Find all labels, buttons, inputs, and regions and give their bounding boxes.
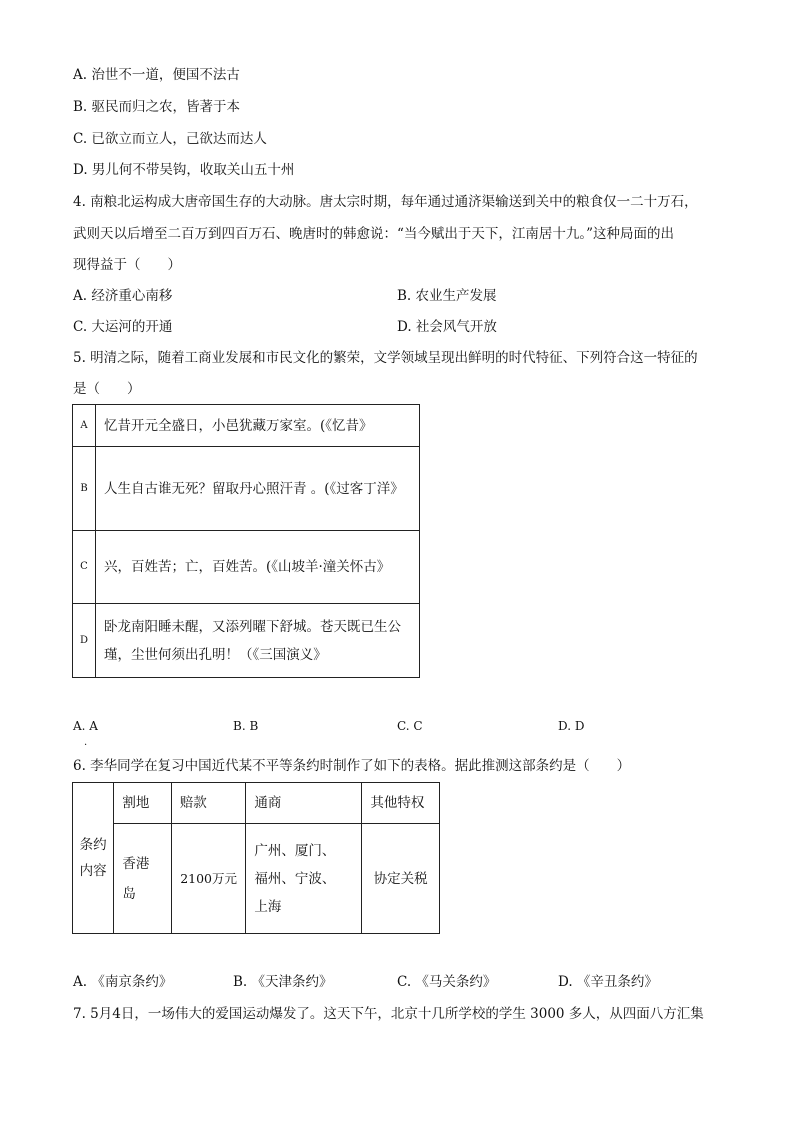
q3-option-d: D. 男儿何不带吴钩，收取关山五十州 [73, 162, 295, 178]
q5-row-text: 兴，百姓苦；亡，百姓苦。(《山坡羊·潼关怀古》 [96, 531, 420, 604]
q6-stem: 6. 李华同学在复习中国近代某不平等条约时制作了如下的表格。据此推测这部条约是（ ） [73, 758, 631, 774]
q6-option-a: A. 《南京条约》 [73, 974, 173, 990]
q5-option-d: D. D [558, 719, 585, 733]
q6-cell-indemnity: 2100万元 [171, 824, 246, 934]
q7-stem-line1: 7. 5月4日，一场伟大的爱国运动爆发了。这天下午，北京十几所学校的学生 3000 多人，从四面八方汇集 [73, 1006, 704, 1022]
q6-header-cell: 其他特权 [362, 783, 440, 824]
q3-option-c: C. 已欲立而立人，己欲达而达人 [73, 131, 267, 147]
q6-content-row [73, 824, 440, 934]
q5-table-row [73, 447, 420, 531]
q5-row-label: B [73, 447, 96, 531]
q5-table [72, 404, 420, 678]
q6-option-c: C. 《马关条约》 [397, 974, 497, 990]
q5-table-row [73, 405, 420, 447]
q4-option-a: A. 经济重心南移 [73, 288, 173, 304]
q5-row-text: 忆昔开元全盛日，小邑犹藏万家室。(《忆昔》 [96, 405, 420, 447]
q4-option-d: D. 社会风气开放 [397, 319, 497, 335]
q5-row-text: 人生自古谁无死？留取丹心照汗青 。(《过客丁洋》 [96, 447, 420, 531]
q6-header-cell: 通商 [246, 783, 362, 824]
q6-cell-trade-ports: 广州、厦门、福州、宁波、上海 [246, 824, 362, 934]
q5-table-row [73, 604, 420, 678]
q6-header-cell: 割地 [114, 783, 171, 824]
q6-option-b: B. 《天津条约》 [233, 974, 333, 990]
q5-table-row [73, 531, 420, 604]
q4-stem-line1: 4. 南粮北运构成大唐帝国生存的大动脉。唐太宗时期，每年通过通济渠输送到关中的粮食仅一二十万石， [73, 194, 698, 210]
q6-header-cell: 赔款 [171, 783, 246, 824]
q5-row-label: A [73, 405, 96, 447]
q6-header-row [73, 783, 440, 824]
q4-option-c: C. 大运河的开通 [73, 319, 173, 335]
q5-stem-line1: 5. 明清之际，随着工商业发展和市民文化的繁荣，文学领域呈现出鲜明的时代特征、下列符合这一特征的 [73, 350, 698, 366]
q5-option-b: B. B [233, 719, 259, 733]
stray-dot: . [84, 737, 88, 748]
q6-cell-territory: 香港岛 [114, 824, 171, 934]
q3-option-a: A. 治世不一道，便国不法古 [73, 67, 240, 83]
q6-row-label: 条约内容 [73, 783, 114, 934]
q6-table [72, 782, 440, 934]
q4-stem-line3: 现得益于（ ） [73, 257, 181, 273]
q5-option-c: C. C [397, 719, 423, 733]
q3-option-b: B. 驱民而归之农，皆著于本 [73, 99, 241, 115]
q6-cell-privileges: 协定关税 [362, 824, 440, 934]
q5-row-text: 卧龙南阳睡未醒，又添列曜下舒城。苍天既已生公瑾，尘世何须出孔明！（《三国演义》 [96, 604, 420, 678]
q5-stem-line2: 是（ ） [73, 381, 141, 397]
q5-row-label: C [73, 531, 96, 604]
q4-option-b: B. 农业生产发展 [397, 288, 497, 304]
q4-stem-line2: 武则天以后增至二百万到四百万石、晚唐时的韩愈说：“当今赋出于天下，江南居十九。”这种局面的出 [73, 226, 675, 242]
q5-option-a: A. A [73, 719, 98, 733]
q6-option-d: D. 《辛丑条约》 [558, 974, 658, 990]
q5-row-label: D [73, 604, 96, 678]
